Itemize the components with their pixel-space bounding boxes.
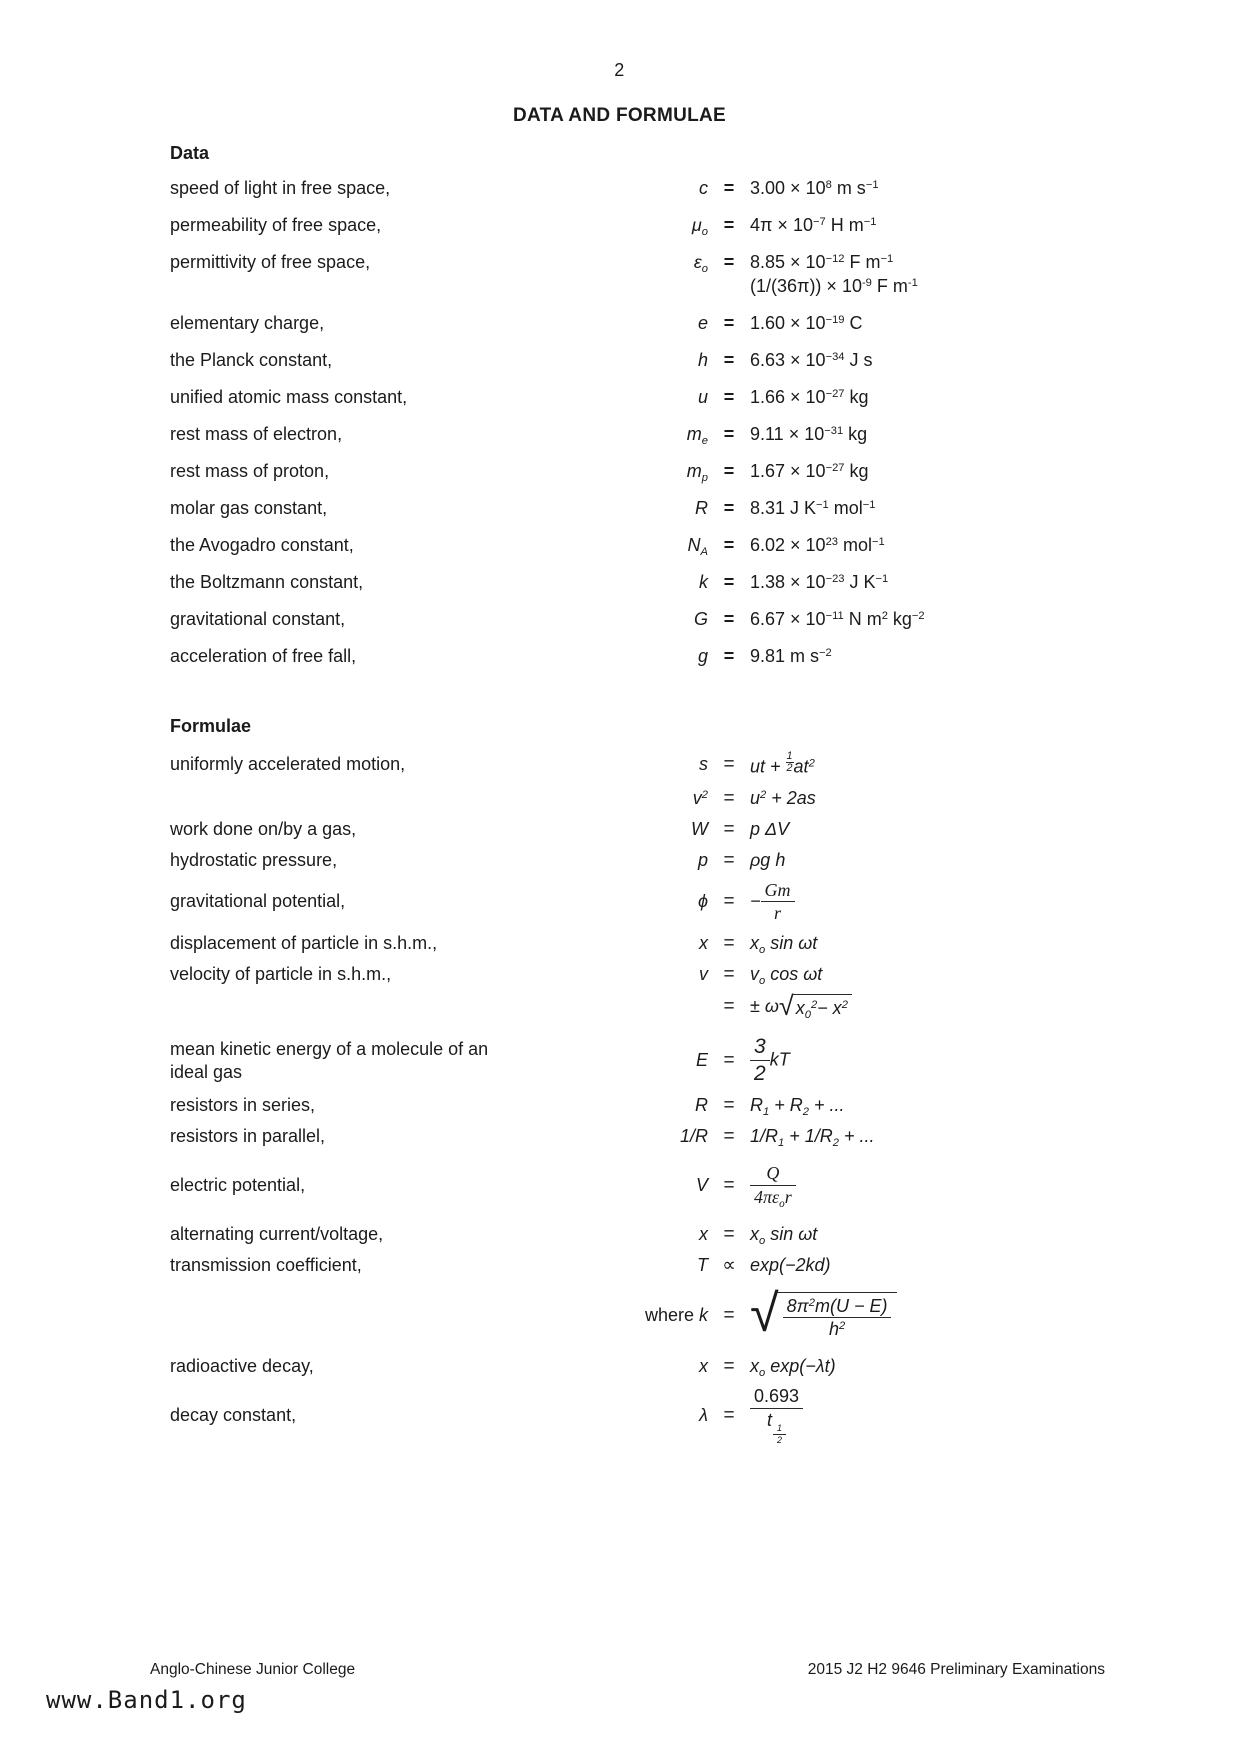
expression: ρg h [750, 849, 786, 870]
symbol: G [693, 609, 708, 629]
formula-row [0, 751, 1239, 779]
formula-row [0, 644, 1239, 668]
symbol: x [699, 1356, 708, 1377]
footer-exam-title: 2015 J2 H2 9646 Preliminary Examinations [807, 1661, 1105, 1678]
relation-sign: = [723, 1305, 735, 1327]
formula-row [0, 849, 1239, 872]
quantity-label: velocity of particle in s.h.m., [170, 963, 392, 984]
quantity-label: gravitational potential, [170, 891, 346, 912]
formula-row [0, 963, 1239, 986]
symbol: h [697, 350, 708, 370]
formula-row [0, 250, 1239, 298]
symbol: V [695, 1174, 708, 1195]
relation-sign: = [723, 1404, 735, 1426]
formulae-section [0, 716, 1239, 1445]
expression: − $\frac{Gm}{r}$ [750, 880, 1239, 924]
formula-row [0, 422, 1239, 446]
symbol: k [699, 572, 708, 592]
formula-row [0, 1035, 1239, 1086]
expression: p ΔV [750, 818, 790, 839]
symbol: $\varepsilon_o$ [693, 252, 708, 275]
relation-sign: ∝ [722, 1254, 736, 1276]
expression: $6.67 \times 10^{-11}$ N $m^2$ $kg^{-2}$ [750, 609, 925, 629]
expression: ± ω √ $x_0^2- x^2$ [750, 994, 1239, 1020]
expression: $R_1 + R_2$ + ... [750, 1095, 845, 1119]
formula-row [0, 213, 1239, 237]
relation-sign: = [723, 932, 735, 954]
relation-sign: = [723, 787, 735, 809]
expression: 8.31 J $K^{-1}$ mol$^{-1}$ [750, 498, 876, 518]
formula-row [0, 1386, 1239, 1445]
symbol: R [695, 1095, 708, 1116]
quantity-label: work done on/by a gas, [170, 818, 357, 839]
quantity-label: speed of light in free space, [170, 178, 391, 198]
formula-row [0, 1254, 1239, 1277]
formula-row [0, 1163, 1239, 1210]
quantity-label: uniformly accelerated motion, [170, 754, 406, 775]
symbol: $\mu_o$ [691, 215, 708, 238]
relation-sign: = [723, 818, 735, 840]
expression: $9.11 \times 10^{-31}$ kg [750, 424, 868, 444]
relation-sign: = [723, 891, 735, 913]
formulae-list [0, 751, 1239, 1445]
formula-row [0, 990, 1239, 1021]
symbol: u [697, 387, 708, 407]
symbol: v [699, 963, 708, 984]
quantity-label: acceleration of free fall, [170, 646, 357, 666]
quantity-label: the Planck constant, [170, 350, 333, 370]
symbol: ϕ [697, 891, 708, 912]
quantity-label: alternating current/voltage, [170, 1223, 384, 1244]
quantity-label: hydrostatic pressure, [170, 849, 338, 870]
expression: $\frac{Q}{4\pi\varepsilon_or}$ [750, 1163, 1239, 1207]
quantity-label: transmission coefficient, [170, 1254, 362, 1275]
formula-row [0, 787, 1239, 810]
symbol: $m_p$ [686, 461, 708, 484]
expression: $1/R_1 + 1/R_2$ + ... [750, 1126, 875, 1150]
formula-row [0, 176, 1239, 200]
quantity-label: permeability of free space, [170, 215, 382, 235]
footer-school-name: Anglo-Chinese Junior College [150, 1661, 356, 1678]
symbol: where k [644, 1305, 708, 1326]
formula-row [0, 1284, 1239, 1343]
formula-row [0, 496, 1239, 520]
symbol: s [699, 754, 708, 775]
formula-row [0, 880, 1239, 924]
formula-row [0, 459, 1239, 483]
data-constants-list [0, 176, 1239, 668]
quantity-label: the Avogadro constant, [170, 535, 354, 555]
relation-sign: = [723, 461, 735, 481]
relation-sign: = [723, 1095, 735, 1117]
formulae-section-heading: Formulae [170, 716, 252, 736]
watermark-url: www.Band1.org [46, 1686, 247, 1714]
formula-row [0, 607, 1239, 631]
symbol: e [697, 313, 708, 333]
symbol: λ [699, 1404, 708, 1425]
page-number: 2 [614, 60, 625, 80]
quantity-label: rest mass of proton, [170, 461, 330, 481]
quantity-label: rest mass of electron, [170, 424, 343, 444]
formula-row [0, 1223, 1239, 1246]
quantity-label: radioactive decay, [170, 1356, 314, 1377]
formula-row [0, 932, 1239, 955]
formula-row [0, 1094, 1239, 1117]
expression: $8.85 \times 10^{-12}$ F $m^{-1}$ $(1/(36\pi)) \times 10^{-9}$ F $m^{-1}$ [750, 252, 918, 296]
expression: 0.693 t $\frac{1}{2}$ [750, 1386, 1239, 1445]
symbol: x [699, 1223, 708, 1244]
relation-sign: = [723, 313, 735, 333]
formula-row [0, 818, 1239, 841]
page-footer [150, 1661, 1105, 1679]
quantity-label: electric potential, [170, 1174, 306, 1195]
relation-sign: = [723, 572, 735, 592]
expression: $u^2 + 2as$ [750, 787, 816, 808]
symbol: $N_A$ [687, 535, 708, 558]
expression: $1.67 \times 10^{-27}$ kg [750, 461, 869, 481]
relation-sign: = [723, 498, 735, 518]
relation-sign: = [723, 1356, 735, 1378]
symbol: R [695, 498, 708, 518]
relation-sign: = [723, 754, 735, 776]
relation-sign: = [723, 1126, 735, 1148]
expression: $v_o$ cos ωt [750, 963, 823, 987]
formula-row [0, 1355, 1239, 1378]
relation-sign: = [723, 178, 735, 198]
relation-sign: = [723, 1174, 735, 1196]
expression: $3.00 \times 10^8$ m $s^{-1}$ [750, 178, 879, 198]
relation-sign: = [723, 849, 735, 871]
expression: √ $\frac{8\pi^2m(U - E)}{h^2}$ [750, 1292, 1239, 1340]
quantity-label: permittivity of free space, [170, 252, 371, 272]
symbol: g [697, 646, 708, 666]
quantity-label: displacement of particle in s.h.m., [170, 932, 438, 953]
symbol: E [695, 1050, 708, 1071]
quantity-label: decay constant, [170, 1404, 297, 1425]
quantity-label: resistors in parallel, [170, 1126, 326, 1147]
formula-row [0, 1125, 1239, 1148]
expression: 9.81 m $s^{-2}$ [750, 646, 832, 666]
relation-sign: = [723, 996, 735, 1018]
formula-row [0, 311, 1239, 335]
symbol: W [691, 818, 708, 839]
formula-row [0, 570, 1239, 594]
quantity-label: elementary charge, [170, 313, 325, 333]
relation-sign: = [723, 646, 735, 666]
expression: ut + $\frac{1}{2}$ $at^2$ [750, 750, 815, 777]
expression: exp(−2kd) [750, 1254, 831, 1275]
expression: $x_o$ sin ωt [750, 1223, 818, 1247]
symbol: 1/R [679, 1126, 708, 1147]
symbol: c [699, 178, 708, 198]
quantity-label: resistors in series, [170, 1095, 316, 1116]
data-section-heading: Data [170, 143, 210, 163]
quantity-label: unified atomic mass constant, [170, 387, 408, 407]
relation-sign: = [723, 350, 735, 370]
relation-sign: = [723, 424, 735, 444]
expression: $4\pi \times 10^{-7}$ H $m^{-1}$ [750, 215, 877, 235]
relation-sign: = [723, 215, 735, 235]
formula-row [0, 348, 1239, 372]
relation-sign: = [723, 1050, 735, 1072]
expression: $1.60 \times 10^{-19}$ C [750, 313, 863, 333]
expression: $\frac{3}{2}$ kT [750, 1035, 1239, 1086]
formula-row [0, 533, 1239, 557]
symbol: p [697, 849, 708, 870]
symbol: T [697, 1254, 708, 1275]
expression: $x_o$ sin ωt [750, 932, 818, 956]
expression: $1.66 \times 10^{-27}$ kg [750, 387, 869, 407]
expression: $1.38 \times 10^{-23}$ J $K^{-1}$ [750, 572, 889, 592]
quantity-label: the Boltzmann constant, [170, 572, 364, 592]
data-section [0, 143, 1239, 668]
page-title: DATA AND FORMULAE [512, 105, 726, 126]
quantity-label: gravitational constant, [170, 609, 346, 629]
relation-sign: = [723, 387, 735, 407]
formula-row [0, 385, 1239, 409]
quantity-label: mean kinetic energy of a molecule of an ideal gas [170, 1038, 489, 1082]
relation-sign: = [723, 609, 735, 629]
symbol: x [699, 932, 708, 953]
relation-sign: = [723, 535, 735, 555]
relation-sign: = [723, 963, 735, 985]
expression: $x_o$ exp(−λt) [750, 1356, 836, 1379]
expression: $6.02 \times 10^{23}$ mol$^{-1}$ [750, 535, 885, 555]
symbol: $v^2$ [692, 787, 708, 808]
expression: $6.63 \times 10^{-34}$ J s [750, 350, 873, 370]
symbol: $m_e$ [686, 424, 708, 447]
relation-sign: = [723, 1223, 735, 1245]
relation-sign: = [723, 252, 735, 272]
quantity-label: molar gas constant, [170, 498, 328, 518]
